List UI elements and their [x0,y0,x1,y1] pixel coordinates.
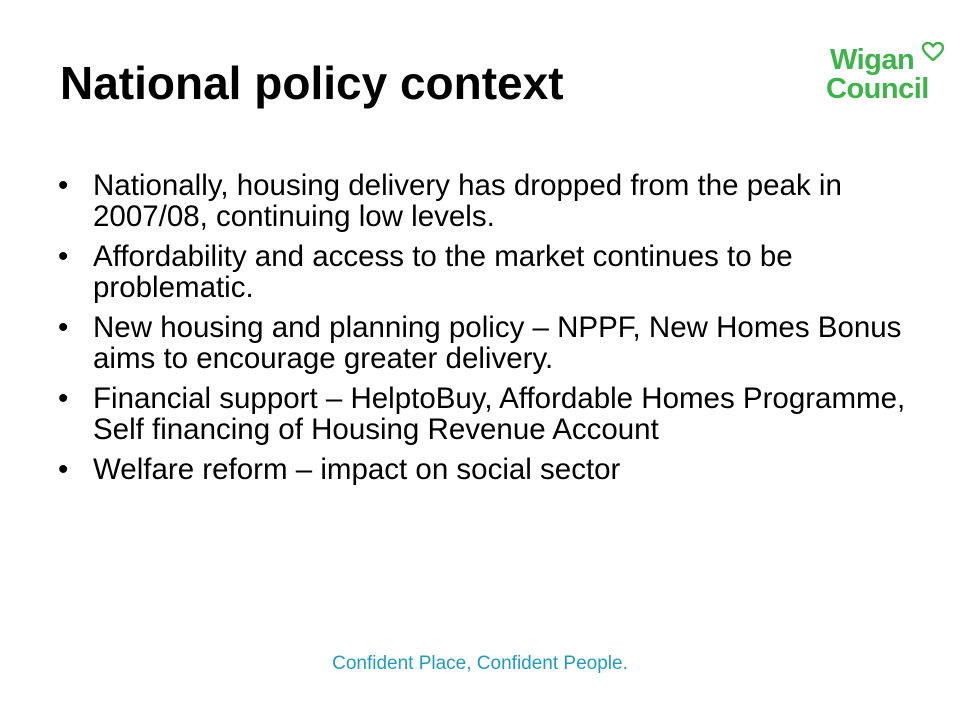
bullet-marker: • [58,311,69,344]
bullet-item [58,454,908,485]
heart-icon [922,42,944,62]
bullet-item [58,241,908,303]
slide-title: National policy context [60,57,564,109]
bullet-text: New housing and planning policy – NPPF, New Homes Bonus aims to encourage greater delivery. [93,311,902,375]
bullet-text: Nationally, housing delivery has dropped from the peak in 2007/08, continuing low levels. [93,169,842,233]
bullet-item [58,383,908,445]
logo-text-council: Council [826,73,929,105]
bullet-marker: • [58,382,69,415]
bullet-marker: • [58,169,69,202]
bullet-marker: • [58,240,69,273]
logo-text-wigan: Wigan [830,44,915,76]
bullet-item [58,170,908,232]
bullet-text: Welfare reform – impact on social sector [93,453,621,486]
bullet-item [58,312,908,374]
bullet-text: Financial support – HelptoBuy, Affordable Homes Programme, Self financing of Housing Revenue Account [93,382,906,446]
bullet-text: Affordability and access to the market continues to be problematic. [93,240,793,304]
bullet-marker: • [58,453,69,486]
wigan-council-logo [826,44,946,114]
bullet-list [58,170,908,494]
footer-tagline: Confident Place, Confident People. [332,653,628,674]
